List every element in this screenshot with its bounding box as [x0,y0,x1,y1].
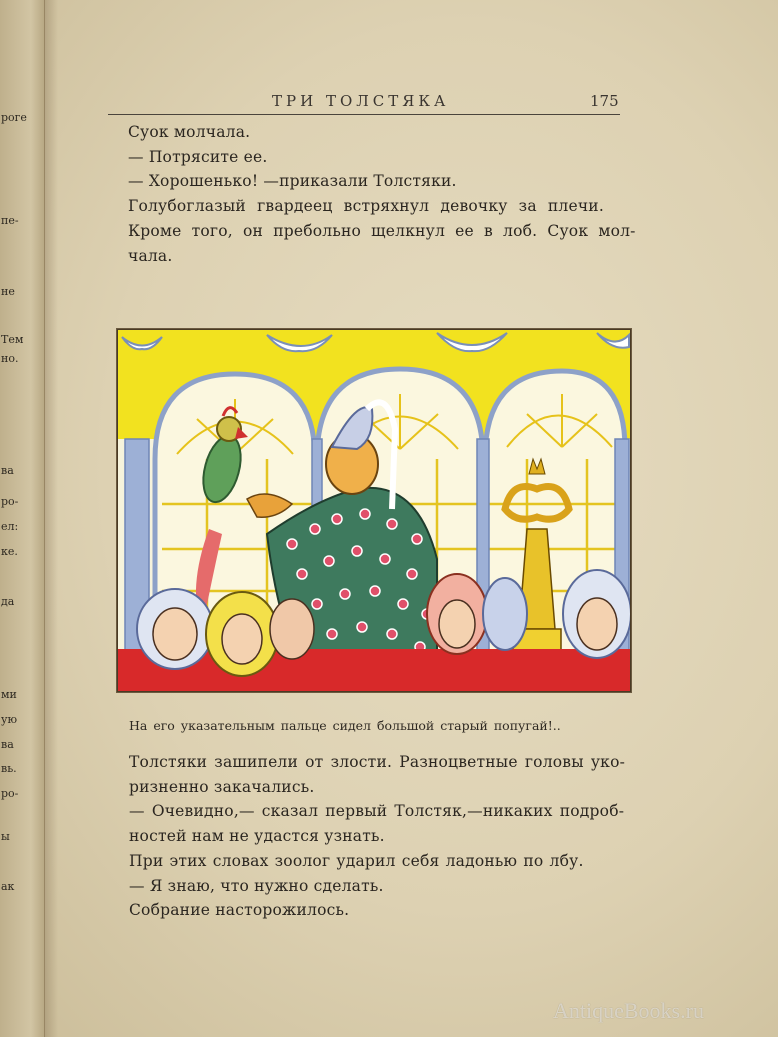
paragraph-line: — Хорошенько! —приказали Толстяки. [128,172,457,191]
left-page-fragment: ми [1,688,17,701]
left-page-fragment: вь. [1,762,17,775]
left-page-fragment: ую [1,713,18,726]
text-block-bottom [129,750,625,923]
illustration-caption: На его указательным пальце сидел большой старый попугай!.. [129,718,561,733]
left-page-fragment: не [1,285,15,298]
paragraph-line: Собрание насторожилось. [129,901,350,920]
left-page-fragment: Тем [1,333,24,346]
paragraph-line: — Очевидно,— сказал первый Толстяк,—никаких подроб- [129,802,625,821]
left-page-fragment: ва [1,738,14,751]
paragraph-line: — Я знаю, что нужно сделать. [129,876,384,895]
page-number: 175 [590,92,619,110]
paragraph-line: ризненно закачались. [129,777,315,796]
left-page-fragment: но. [1,352,19,365]
illustration-parrot-scene [117,329,631,692]
paragraph-line: Суок молчала. [128,123,251,141]
paragraph-line: Кроме того, он пребольно щелкнул ее в лоб. Суок мол- [128,221,636,240]
header-rule [108,114,620,115]
running-head: ТРИ ТОЛСТЯКА [272,92,450,110]
paragraph-line: Толстяки зашипели от злости. Разноцветные головы уко- [129,753,626,771]
left-page-edge [0,0,45,1037]
left-page-fragment: ро- [1,787,19,800]
watermark: AntiqueBooks.ru [553,998,704,1023]
paragraph-line: — Потрясите ее. [128,147,268,166]
left-page-fragment: ва [1,464,14,477]
left-page-fragment: да [1,595,15,608]
left-page-fragment: ел: [1,520,19,533]
left-page-fragment: роге [1,111,27,124]
left-page-fragment: пе- [1,214,19,227]
paragraph-line: Голубоглазый гвардеец встряхнул девочку за плечи. [128,197,604,216]
text-block-top [128,120,636,268]
paragraph-line: ностей нам не удастся узнать. [129,827,385,846]
left-page-fragment: ы [1,830,10,843]
left-page-fragment: ро- [1,495,19,508]
left-page-fragment: ке. [1,545,18,558]
left-page-fragment: ак [1,880,15,893]
paragraph-line: При этих словах зоолог ударил себя ладонью по лбу. [129,851,584,870]
book-gutter-shadow [44,0,58,1037]
paragraph-line: чала. [128,246,173,265]
